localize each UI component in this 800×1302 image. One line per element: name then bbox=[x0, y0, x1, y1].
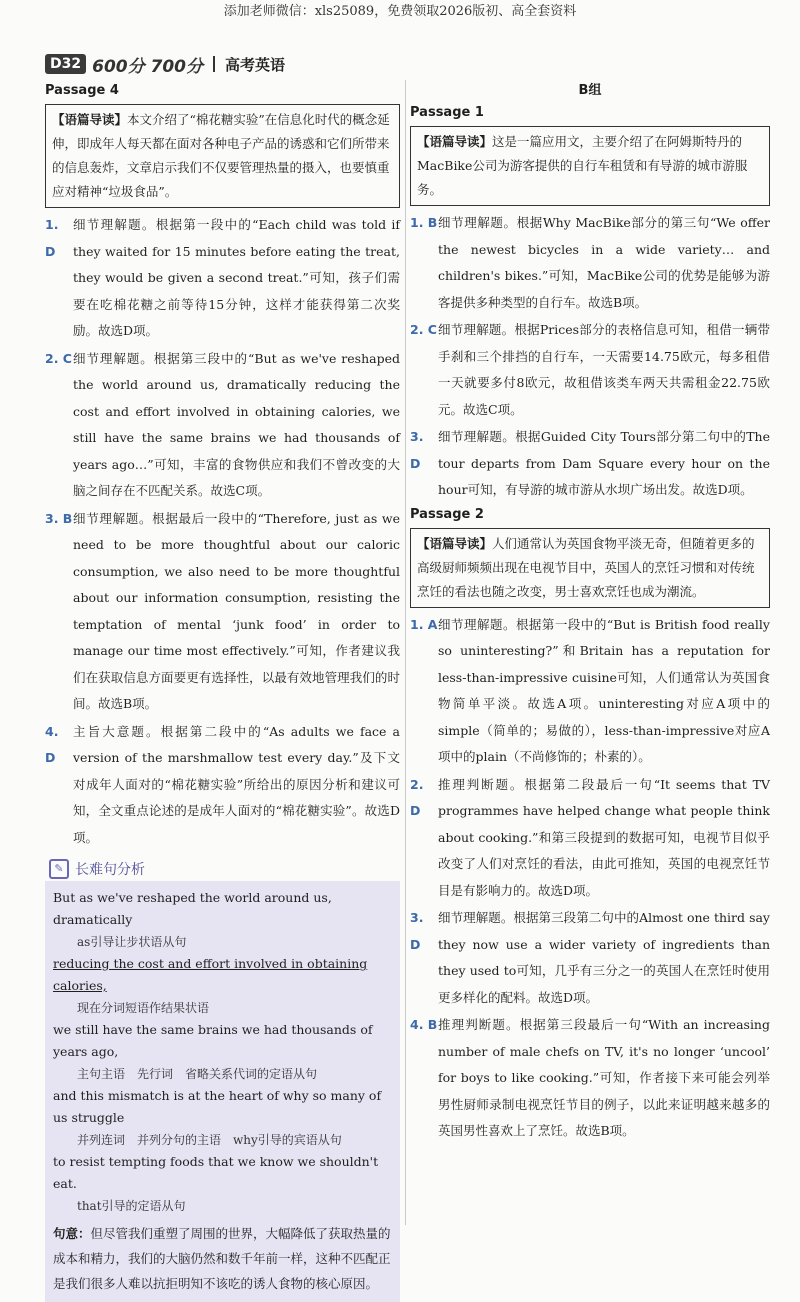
answer-item bbox=[410, 1012, 770, 1145]
passage-title: Passage 2 bbox=[410, 506, 484, 522]
answer-number: 4. D bbox=[45, 723, 59, 765]
sentence-analysis-box bbox=[45, 881, 400, 1302]
reading-guide-box bbox=[410, 126, 770, 206]
answer-number: 3. D bbox=[410, 429, 424, 471]
answer-item bbox=[45, 506, 400, 718]
translation bbox=[53, 1221, 392, 1296]
answer-number: 4. B bbox=[410, 1017, 438, 1032]
analysis-note: 并列连词 并列分句的主语 why引导的宾语从句 bbox=[77, 1133, 342, 1147]
analysis-segment bbox=[53, 953, 392, 1019]
analysis-title: 长难句分析 bbox=[75, 862, 145, 878]
answer-explanation: 主旨大意题。根据第二段中的“As adults we face a version of the marshmallow test every day.”及下文对成年人面对的“棉花糖实验”所给出的原因分析和建议可知，全文重点论述的是成年人面对的“棉花糖实验”。故选D项。 bbox=[73, 723, 400, 845]
answer-item bbox=[410, 612, 770, 771]
analysis-heading bbox=[49, 859, 145, 879]
answer-explanation: 推理判断题。根据第三段最后一句“With an increasing number of male chefs on TV, it's no longer ‘uncool’ for boys to like cooking.”可知，作者接下来可能会列举男性厨师录制电视烹饪节目的例子，以此来证明越来越多的英国男性喜欢上了烹饪。故选B项。 bbox=[438, 1017, 770, 1138]
translation-text: 但尽管我们重塑了周围的世界，大幅降低了获取热量的成本和精力，我们的大脑仍然和数千年前一样，这种不匹配正是我们很多人难以抗拒明知不该吃的诱人食物的核心原因。 bbox=[53, 1226, 391, 1291]
analysis-sentence: reducing the cost and effort involved in obtaining calories, bbox=[53, 956, 368, 993]
analysis-segment bbox=[53, 1019, 392, 1085]
group-title: B组 bbox=[578, 83, 602, 98]
right-column bbox=[410, 80, 770, 1145]
guide-label: 【语篇导读】 bbox=[417, 535, 493, 551]
answer-explanation: 细节理解题。根据Why MacBike部分的第三句“We offer the newest bicycles in a wide variety… and children's bikes.”可知，MacBike公司的优势是能够为游客提供多种类型的自行车。故选B项。 bbox=[438, 215, 770, 310]
answer-number: 3. B bbox=[45, 510, 73, 526]
answer-item bbox=[410, 317, 770, 423]
subject-title: 高考英语 bbox=[225, 55, 286, 74]
guide-label: 【语篇导读】 bbox=[417, 134, 493, 149]
answer-explanation: 细节理解题。根据第三段中的“But as we've reshaped the world around us, dramatically reducing the cost and effort involved in obtaining calories, we still have the same brains we had thousands of years ago…”可知，丰富的食物供应和我们不曾改变的大脑之间存在不匹配关系。故选C项。 bbox=[73, 350, 400, 498]
page-header bbox=[45, 52, 285, 76]
answer-number: 2. C bbox=[45, 350, 72, 366]
translation-label: 句意： bbox=[53, 1226, 91, 1241]
answer-number: 3. D bbox=[410, 910, 424, 952]
column-divider bbox=[405, 80, 406, 1225]
answer-number: 1. A bbox=[410, 616, 438, 632]
passage-title: Passage 1 bbox=[410, 105, 484, 120]
analysis-sentence: But as we've reshaped the world around us, dramatically bbox=[53, 890, 332, 927]
answer-item bbox=[410, 905, 770, 1011]
analysis-note: 主句主语 先行词 省略关系代词的定语从句 bbox=[77, 1067, 318, 1081]
analysis-note: that引导的定语从句 bbox=[77, 1199, 186, 1213]
reading-guide-box bbox=[410, 528, 770, 608]
answer-number: 2. C bbox=[410, 322, 437, 337]
answer-number: 2. D bbox=[410, 776, 424, 818]
answer-explanation: 细节理解题。根据第一段中的“But is British food really so uninteresting?”和Britain has a reputation for less-than-impressive cuisine可知，人们通常认为英国食物简单平淡。故选A项。uninteresting对应A项中的simple（简单的；易做的），less-than-impressive对应A项中的plain（不尚修饰的；朴素的）。 bbox=[438, 616, 770, 764]
answer-explanation: 推理判断题。根据第二段最后一句“It seems that TV programmes have helped change what people think about cooking.”和第三段提到的数据可知，电视节目似乎改变了人们对烹饪的看法，由此可推知，英国的电视烹饪节目是有影响力的。故选D项。 bbox=[438, 776, 770, 898]
reading-guide-box bbox=[45, 104, 400, 208]
answer-item bbox=[45, 719, 400, 852]
answer-item bbox=[410, 210, 770, 316]
page-tag: D32 bbox=[45, 54, 86, 74]
answer-explanation: 细节理解题。根据第三段第二句中的Almost one third say they now use a wider variety of ingredients than they used to可知，几乎有三分之一的英国人在烹饪时使用更多样化的配料。故选D项。 bbox=[438, 910, 770, 1005]
chart-analysis-icon: ✎ bbox=[49, 859, 69, 879]
analysis-sentence: and this mismatch is at the heart of why so many of us struggle bbox=[53, 1088, 382, 1125]
answer-explanation: 细节理解题。根据Guided City Tours部分第二句中的The tour departs from Dam Square every hour on the hour可知，有导游的城市游从水坝广场出发。故选D项。 bbox=[438, 429, 770, 497]
answer-item bbox=[45, 346, 400, 505]
guide-label: 【语篇导读】 bbox=[52, 112, 128, 127]
passage-title: Passage 4 bbox=[45, 83, 119, 98]
guide-text: 本文介绍了“棉花糖实验”在信息化时代的概念延伸，即成年人每天都在面对各种电子产品的诱惑和它们所带来的信息轰炸，文章启示我们不仅要管理热量的摄入，也要慎重应对精神“垃圾食品”。 bbox=[52, 112, 390, 199]
analysis-segment bbox=[53, 887, 392, 953]
analysis-sentence: to resist tempting foods that we know we shouldn't eat. bbox=[53, 1154, 379, 1191]
header-divider bbox=[213, 56, 215, 72]
promo-banner: 添加老师微信：xls25089，免费领取2026版初、高全套资料 bbox=[223, 4, 577, 19]
answer-explanation: 细节理解题。根据最后一段中的“Therefore, just as we need to be more thoughtful about our caloric consumption, we also need to be more thoughtful about our information consumption, resisting the temptation of mental ‘junk food’ in order to manage our time most effectively.”可知，作者建议我们在获取信息方面要更有选择性，以最有效地管理我们的时间。故选B项。 bbox=[73, 510, 400, 711]
answer-item bbox=[410, 424, 770, 504]
guide-text: 人们通常认为英国食物平淡无奇，但随着更多的高级厨师频频出现在电视节目中，英国人的烹饪习惯和对传统烹饪的看法也随之改变，男士喜欢烹饪也成为潮流。 bbox=[417, 535, 755, 599]
answer-number: 1. B bbox=[410, 215, 438, 230]
analysis-segment bbox=[53, 1085, 392, 1151]
analysis-segment bbox=[53, 1151, 392, 1217]
answer-explanation: 细节理解题。根据第一段中的“Each child was told if they waited for 15 minutes before eating the treat, they would be given a second treat.”可知，孩子们需要在吃棉花糖之前等待15分钟，这样才能获得第二次奖励。故选D项。 bbox=[73, 217, 400, 338]
answer-number: 1. D bbox=[45, 217, 59, 259]
guide-text: 这是一篇应用文，主要介绍了在阿姆斯特丹的MacBike公司为游客提供的自行车租赁和有导游的城市游服务。 bbox=[417, 134, 748, 197]
analysis-note: as引导让步状语从句 bbox=[77, 935, 187, 949]
answer-item bbox=[410, 772, 770, 905]
left-column bbox=[45, 80, 400, 1302]
score-logo: 600分 700分 bbox=[92, 56, 203, 77]
analysis-note: 现在分词短语作结果状语 bbox=[77, 1001, 210, 1015]
answer-explanation: 细节理解题。根据Prices部分的表格信息可知，租借一辆带手刹和三个排挡的自行车，一天需要14.75欧元，每多租借一天就要多付8欧元，故租借该类车两天共需租金22.75欧元。故选C项。 bbox=[438, 322, 770, 417]
analysis-sentence: we still have the same brains we had thousands of years ago, bbox=[53, 1022, 373, 1059]
answer-item bbox=[45, 212, 400, 345]
